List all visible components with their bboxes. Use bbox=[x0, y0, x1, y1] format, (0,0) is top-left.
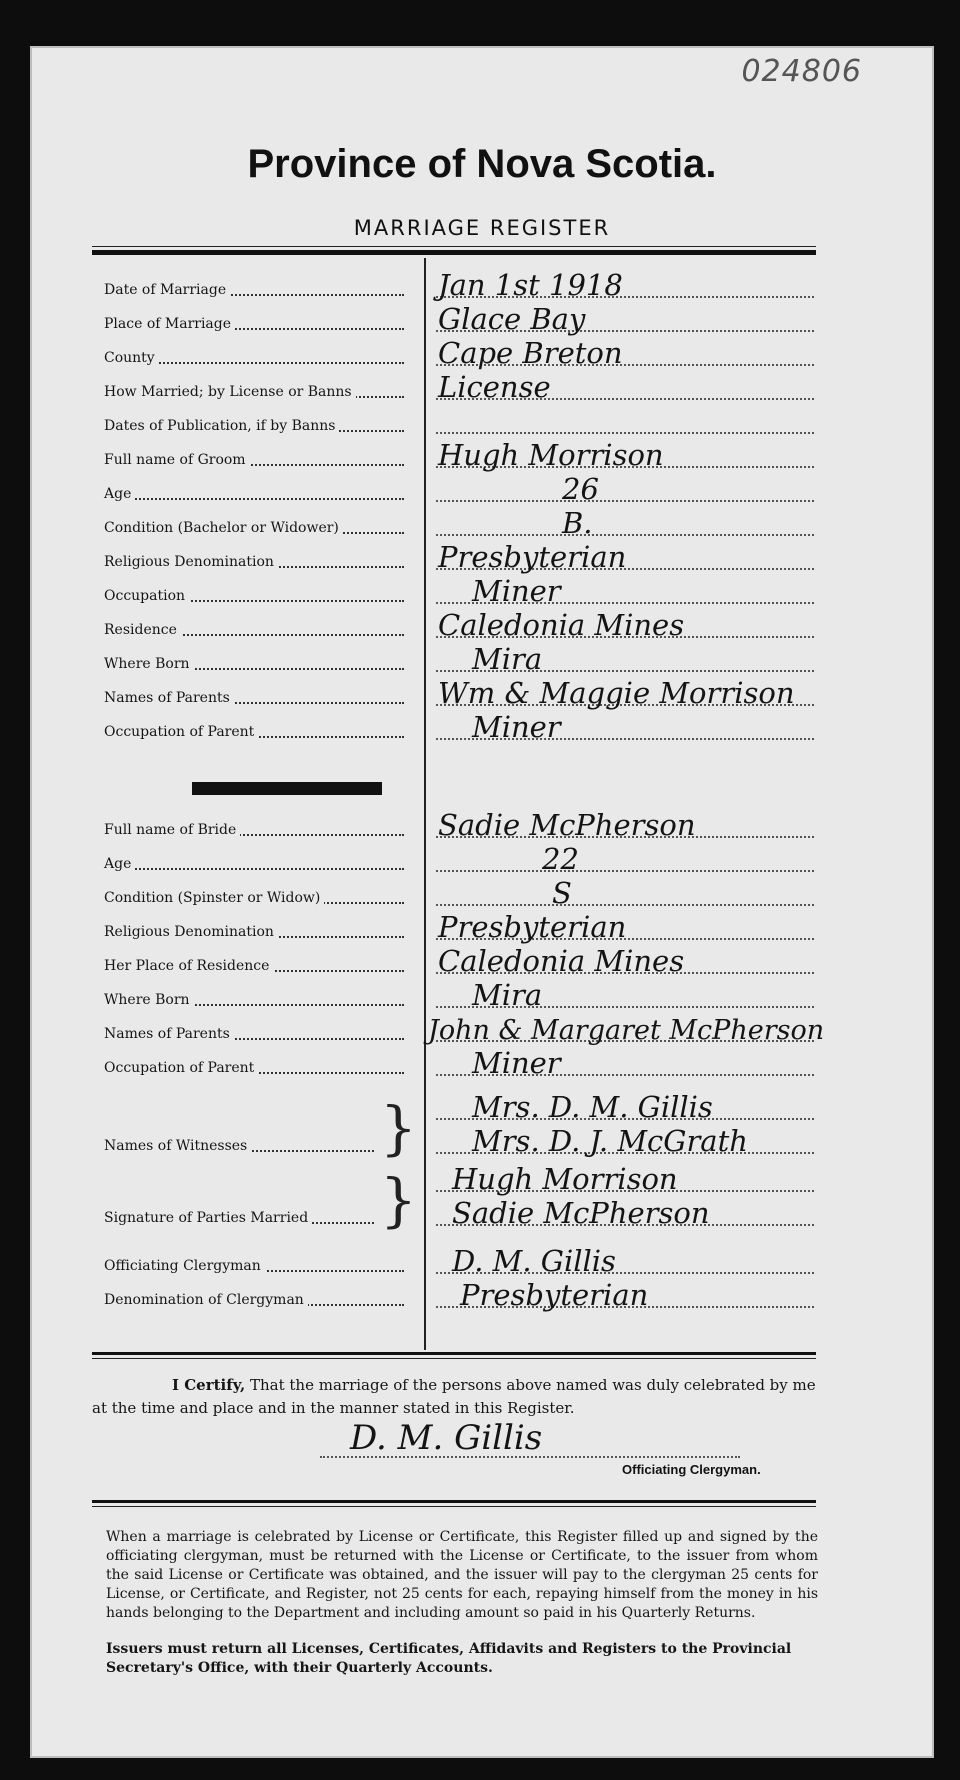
clergy-denomination-value: Presbyterian bbox=[460, 1278, 649, 1312]
row-witness-1 bbox=[92, 1092, 816, 1124]
bride-religion-label: Religious Denomination bbox=[104, 924, 278, 940]
certify-rule-thin bbox=[92, 1358, 816, 1359]
footer-instruction: Issuers must return all Licenses, Certificates, Affidavits and Registers to the Provincial Secretary's Office, with their Quarterly Accounts. bbox=[106, 1641, 792, 1676]
bride-name-value: Sadie McPherson bbox=[438, 808, 696, 842]
bride-born-value: Mira bbox=[472, 978, 543, 1012]
serial-number: 024806 bbox=[741, 54, 862, 89]
row-groom-residence bbox=[92, 610, 816, 642]
groom-name-value: Hugh Morrison bbox=[438, 438, 664, 472]
header-rule-thin bbox=[92, 246, 816, 247]
row-place bbox=[92, 304, 816, 336]
bride-condition-label: Condition (Spinster or Widow) bbox=[104, 890, 324, 906]
row-date bbox=[92, 270, 816, 302]
groom-born-label: Where Born bbox=[104, 656, 194, 672]
groom-condition-label: Condition (Bachelor or Widower) bbox=[104, 520, 343, 536]
signatures-label: Signature of Parties Married bbox=[104, 1210, 312, 1226]
how-married-label: How Married; by License or Banns bbox=[104, 384, 356, 400]
certify-lead: I Certify, bbox=[172, 1376, 246, 1394]
certification-text bbox=[92, 1374, 816, 1420]
row-groom-parents bbox=[92, 678, 816, 710]
witness-2-value: Mrs. D. J. McGrath bbox=[472, 1124, 748, 1158]
header-rule-thick bbox=[92, 250, 816, 255]
officiating-clergyman-label: Officiating Clergyman bbox=[104, 1258, 265, 1274]
row-signature-1 bbox=[92, 1164, 816, 1196]
signatures-brace: } bbox=[380, 1166, 417, 1234]
groom-religion-label: Religious Denomination bbox=[104, 554, 278, 570]
how-married-value: License bbox=[438, 370, 551, 404]
county-label: County bbox=[104, 350, 159, 366]
officiating-clergyman-value: D. M. Gillis bbox=[452, 1244, 616, 1278]
bride-parent-occupation-value: Miner bbox=[472, 1046, 561, 1080]
county-value: Cape Breton bbox=[438, 336, 623, 370]
row-county bbox=[92, 338, 816, 370]
row-bride-name bbox=[92, 810, 816, 842]
section-divider-bar bbox=[192, 782, 382, 795]
groom-name-label: Full name of Groom bbox=[104, 452, 250, 468]
bride-age-value: 22 bbox=[542, 842, 579, 876]
certify-body: That the marriage of the persons above named was duly celebrated by me at the time and place and in the manner stated in this Register. bbox=[92, 1376, 816, 1417]
witness-1-value: Mrs. D. M. Gillis bbox=[472, 1090, 713, 1124]
row-bride-religion bbox=[92, 912, 816, 944]
groom-parent-occupation-label: Occupation of Parent bbox=[104, 724, 258, 740]
bride-parents-label: Names of Parents bbox=[104, 1026, 234, 1042]
clergy-denomination-label: Denomination of Clergyman bbox=[104, 1292, 308, 1308]
place-value: Glace Bay bbox=[438, 302, 586, 336]
row-bride-born bbox=[92, 980, 816, 1012]
certify-rule-thick bbox=[92, 1352, 816, 1355]
signature-bride-value: Sadie McPherson bbox=[452, 1196, 710, 1230]
row-clergy-denomination bbox=[92, 1280, 816, 1312]
row-publication bbox=[92, 406, 816, 438]
groom-age-label: Age bbox=[104, 486, 135, 502]
place-label: Place of Marriage bbox=[104, 316, 235, 332]
groom-occupation-label: Occupation bbox=[104, 588, 189, 604]
date-value: Jan 1st 1918 bbox=[438, 268, 623, 302]
bride-residence-label: Her Place of Residence bbox=[104, 958, 273, 974]
row-groom-occupation bbox=[92, 576, 816, 608]
date-label: Date of Marriage bbox=[104, 282, 230, 298]
groom-age-value: 26 bbox=[562, 472, 599, 506]
groom-parent-occupation-value: Miner bbox=[472, 710, 561, 744]
row-groom-born bbox=[92, 644, 816, 676]
bride-religion-value: Presbyterian bbox=[438, 910, 627, 944]
publication-label: Dates of Publication, if by Banns bbox=[104, 418, 339, 434]
row-groom-condition bbox=[92, 508, 816, 540]
bride-residence-value: Caledonia Mines bbox=[438, 944, 685, 978]
signature-groom-value: Hugh Morrison bbox=[452, 1162, 678, 1196]
witnesses-brace: } bbox=[380, 1094, 417, 1162]
groom-born-value: Mira bbox=[472, 642, 543, 676]
groom-occupation-value: Miner bbox=[472, 574, 561, 608]
bride-parents-value: John & Margaret McPherson bbox=[428, 1015, 825, 1046]
groom-residence-value: Caledonia Mines bbox=[438, 608, 685, 642]
row-how-married bbox=[92, 372, 816, 404]
row-groom-name bbox=[92, 440, 816, 472]
footer-note: When a marriage is celebrated by License or Certificate, this Register filled up and signed by the officiating clergyman, must be returned with the License or Certificate, to the issuer from whom the said License or Certificate was obtained, and the issuer will pay to the clergyman 25 cents for License, or Certificate, and Register, not 25 cents for each, repaying himself from the money in his hands belonging to the Department and including amount so paid in his Quarterly Returns. bbox=[106, 1529, 818, 1621]
certify-signature: D. M. Gillis bbox=[350, 1418, 543, 1458]
bride-parent-occupation-label: Occupation of Parent bbox=[104, 1060, 258, 1076]
register-subtitle: MARRIAGE REGISTER bbox=[353, 216, 611, 240]
groom-residence-label: Residence bbox=[104, 622, 181, 638]
groom-parents-value: Wm & Maggie Morrison bbox=[438, 676, 795, 710]
certify-role: Officiating Clergyman. bbox=[622, 1462, 761, 1477]
row-groom-parent-occupation bbox=[92, 712, 816, 744]
bride-name-label: Full name of Bride bbox=[104, 822, 240, 838]
row-bride-parent-occupation bbox=[92, 1048, 816, 1080]
row-groom-religion bbox=[92, 542, 816, 574]
row-witness-2 bbox=[92, 1126, 816, 1158]
footer-rule-thick bbox=[92, 1500, 816, 1503]
row-bride-residence bbox=[92, 946, 816, 978]
bride-condition-value: S bbox=[552, 876, 572, 910]
groom-parents-label: Names of Parents bbox=[104, 690, 234, 706]
row-groom-age bbox=[92, 474, 816, 506]
witnesses-label: Names of Witnesses bbox=[104, 1138, 251, 1154]
row-bride-parents bbox=[92, 1014, 825, 1046]
page-title: Province of Nova Scotia. bbox=[247, 142, 717, 186]
row-signature-2 bbox=[92, 1198, 816, 1230]
row-officiating-clergyman bbox=[92, 1246, 816, 1278]
groom-religion-value: Presbyterian bbox=[438, 540, 627, 574]
bride-age-label: Age bbox=[104, 856, 135, 872]
bride-born-label: Where Born bbox=[104, 992, 194, 1008]
row-bride-condition bbox=[92, 878, 816, 910]
row-bride-age bbox=[92, 844, 816, 876]
footer-rule-thin bbox=[92, 1506, 816, 1507]
groom-condition-value: B. bbox=[562, 506, 593, 540]
